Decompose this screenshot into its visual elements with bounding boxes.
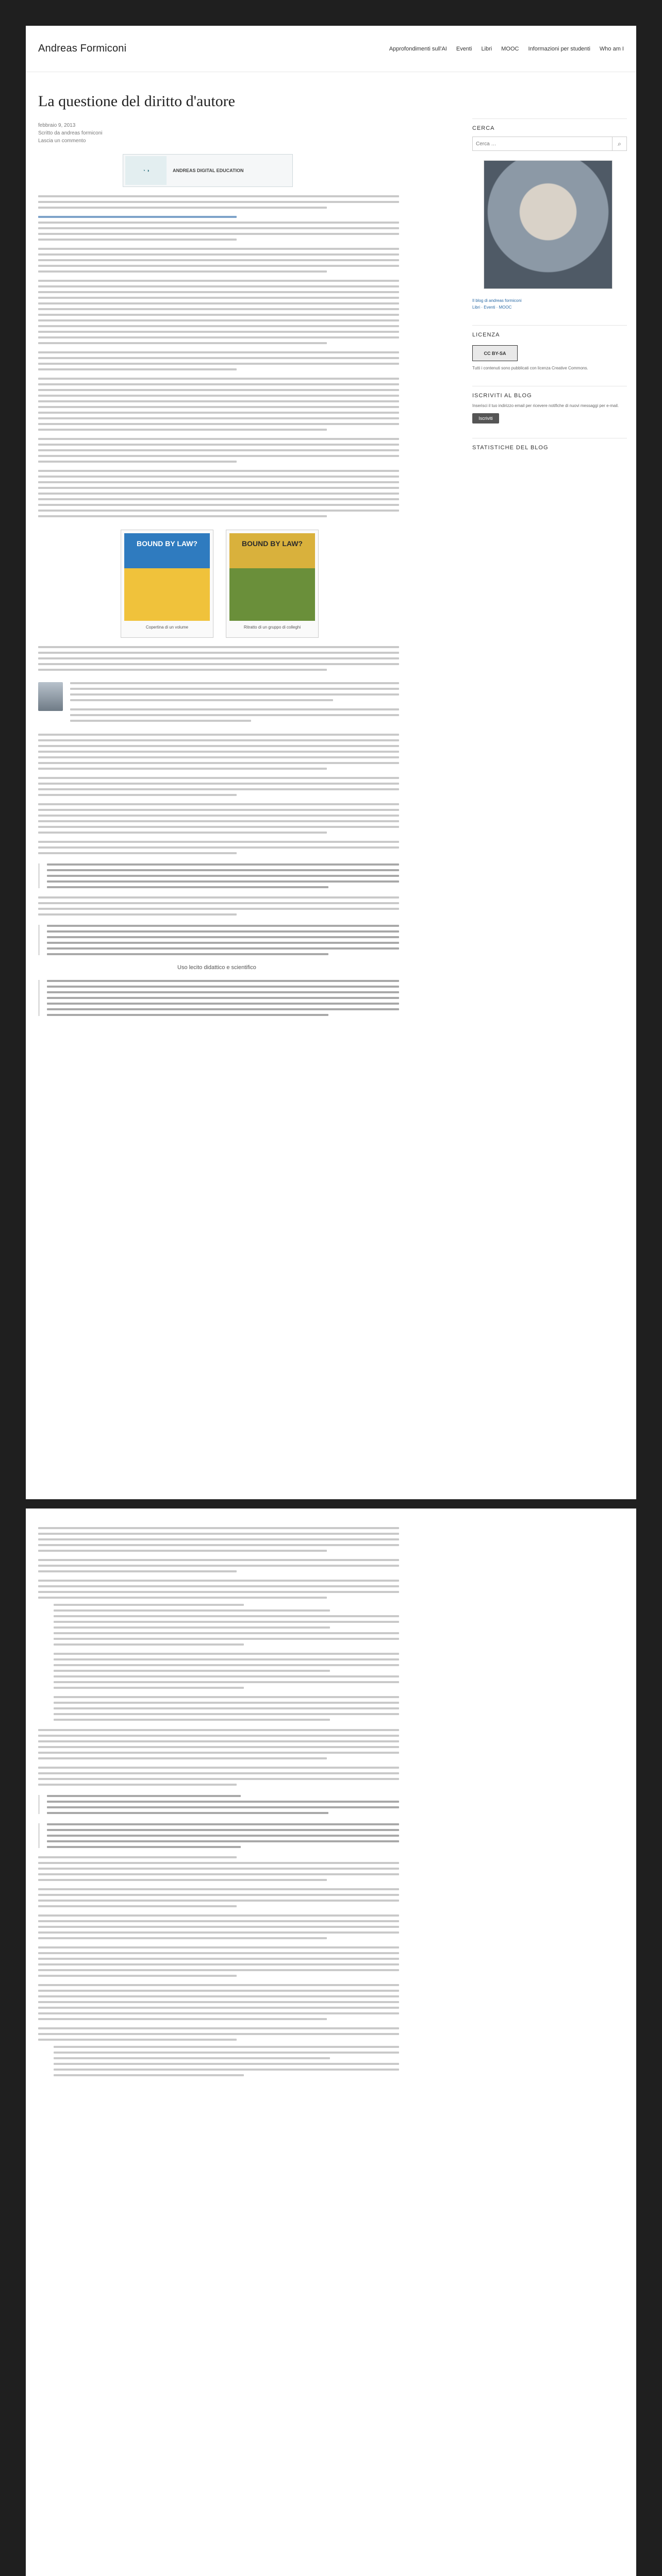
post-body-lower xyxy=(38,734,399,854)
numbered-list-1 xyxy=(54,1604,399,1721)
post-banner xyxy=(123,154,293,187)
book-cover-1: BOUND BY LAW? xyxy=(124,533,210,621)
site-title[interactable]: Andreas Formiconi xyxy=(38,43,127,54)
site-header xyxy=(26,26,636,72)
book-image-2[interactable] xyxy=(226,530,319,638)
banner-text: ANDREAS DIGITAL EDUCATION xyxy=(173,168,244,173)
post-title: La questione del diritto d'autore xyxy=(38,93,235,110)
numbered-list-2 xyxy=(54,2046,399,2076)
search-widget-title: CERCA xyxy=(472,118,627,131)
search-icon[interactable]: ⌕ xyxy=(613,137,627,151)
subscribe-text: Inserisci il tuo indirizzo email per ricevere notifiche di nuovi messaggi per e-mail. xyxy=(472,403,619,408)
banner-logo-icon: ◔ ◑ xyxy=(125,156,167,185)
post-body-top xyxy=(38,195,399,517)
book-cover-2: BOUND BY LAW? xyxy=(229,533,315,621)
subscribe-widget-title: ISCRIVITI AL BLOG xyxy=(472,386,627,399)
nav-item-eventi[interactable]: Eventi xyxy=(456,45,472,52)
license-widget-title: LICENZA xyxy=(472,325,627,338)
section-heading: Uso lecito didattico e scientifico xyxy=(177,964,256,971)
blockquote-3 xyxy=(38,980,399,1016)
subscribe-button[interactable]: Iscriviti xyxy=(472,413,499,423)
blockquote-4 xyxy=(38,1795,399,1814)
sidebar xyxy=(472,118,627,451)
sidebar-links xyxy=(472,297,627,311)
sidebar-link-2[interactable]: Libri · Eventi · MOOC xyxy=(472,305,512,310)
cc-license-icon[interactable]: CC BY-SA xyxy=(472,345,518,361)
page-sheet-bottom xyxy=(26,1509,636,2576)
post-author[interactable]: Scritto da andreas formiconi xyxy=(38,130,103,136)
book-image-1[interactable] xyxy=(121,530,213,638)
post-content-continued xyxy=(38,1519,399,2080)
search-form xyxy=(472,137,627,151)
author-avatar xyxy=(38,682,63,711)
caption-2: Ritratto di un gruppo di colleghi xyxy=(243,625,301,630)
post-date[interactable]: febbraio 9, 2013 xyxy=(38,123,76,128)
blockquote-1 xyxy=(38,863,399,888)
search-input[interactable] xyxy=(472,137,613,151)
stats-widget-title: STATISTICHE DEL BLOG xyxy=(472,438,627,451)
sidebar-link-1[interactable]: Il blog di andreas formiconi xyxy=(472,298,522,303)
main-nav xyxy=(389,46,624,52)
post-meta xyxy=(38,122,399,145)
nav-item-studenti[interactable]: Informazioni per studenti xyxy=(528,45,590,52)
post-content xyxy=(38,82,399,1020)
post-body-mid xyxy=(38,646,399,671)
nav-item-ai[interactable]: Approfondimenti sull'AI xyxy=(389,45,447,52)
nav-item-whoami[interactable]: Who am I xyxy=(599,45,624,52)
page-sheet-top xyxy=(26,26,636,1499)
blockquote-5 xyxy=(38,1823,399,1848)
post-comments-link[interactable]: Lascia un commento xyxy=(38,138,86,144)
post-body-end xyxy=(38,896,399,916)
author-note xyxy=(38,682,399,725)
nav-item-libri[interactable]: Libri xyxy=(481,45,492,52)
blockquote-2 xyxy=(38,925,399,955)
license-text: Tutti i contenuti sono pubblicati con licenza Creative Commons. xyxy=(472,366,588,370)
book-images xyxy=(121,530,399,638)
nav-item-mooc[interactable]: MOOC xyxy=(501,45,519,52)
author-photo xyxy=(484,160,613,289)
caption-1: Copertina di un volume xyxy=(145,625,189,630)
